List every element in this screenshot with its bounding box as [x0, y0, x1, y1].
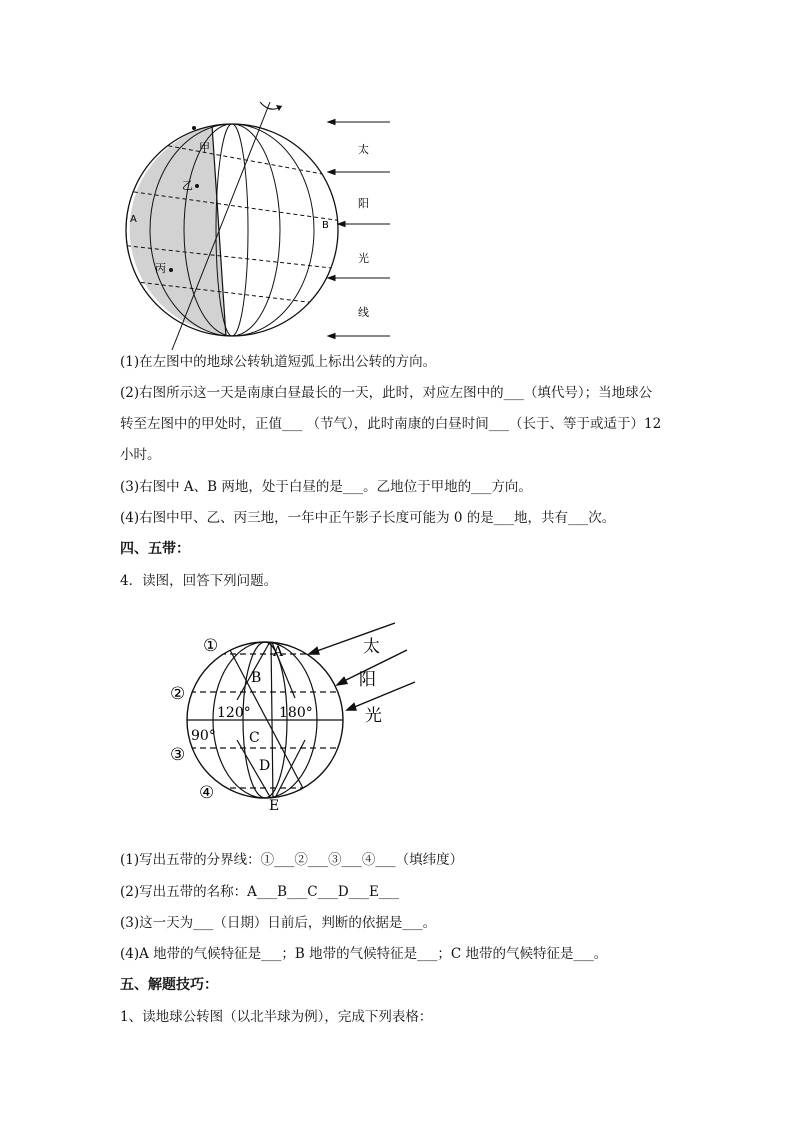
boundary-label-3: ③	[170, 745, 186, 765]
question-intro: 4．读图，回答下列问题。	[120, 573, 278, 589]
sunlight-char: 光	[365, 706, 382, 726]
zone-label-d: D	[259, 758, 271, 774]
sunlight-char: 太	[358, 143, 369, 156]
section-heading: 五、解题技巧：	[120, 977, 218, 993]
zone-label-a: A	[273, 644, 284, 660]
point-jia	[192, 126, 196, 130]
question-line: (2)右图所示这一天是南康白昼最长的一天，此时，对应左图中的___（填代号）；当地球公	[120, 385, 653, 401]
sunlight-arrow	[314, 623, 395, 652]
question-line: (1)写出五带的分界线：①___②___③___④___（填纬度）	[120, 852, 464, 868]
question-line: 小时。	[120, 447, 161, 463]
zone-label-e: E	[269, 798, 280, 814]
longitude-label: 180°	[279, 705, 313, 721]
sunlight-char: 阳	[359, 670, 376, 690]
question-line: 转至左图中的甲处时，正值___ （节气），此时南康的白昼时间___（长于、等于或适于）12	[120, 416, 662, 432]
five-zones-figure	[165, 620, 425, 820]
question-line: (3)这一天为___（日期）日前后，判断的依据是___。	[120, 915, 437, 931]
question-line: (4)右图中甲、乙、丙三地，一年中正午影子长度可能为 0 的是___地，共有___次。	[120, 510, 616, 526]
night-side	[130, 126, 226, 335]
point-bing	[169, 268, 173, 272]
label-bing: 丙	[155, 262, 166, 275]
meridian	[216, 124, 248, 336]
zone-label-c: C	[249, 730, 260, 746]
sunlight-char: 太	[363, 637, 380, 657]
earth-illumination-figure	[110, 92, 410, 354]
label-a: A	[130, 214, 137, 225]
sunlight-char: 光	[358, 252, 369, 265]
zone-label-b: B	[251, 670, 262, 686]
section-heading: 四、五带：	[120, 541, 190, 557]
question-line: (4)A 地带的气候特征是___；B 地带的气候特征是___；C 地带的气候特征是___。	[120, 946, 608, 962]
question-line: (2)写出五带的名称：A___B___C___D___E___	[120, 884, 400, 900]
sunlight-char: 线	[358, 306, 369, 319]
label-yi: 乙	[182, 179, 193, 192]
longitude-label: 90°	[191, 728, 216, 744]
longitude-label: 120°	[217, 705, 251, 721]
label-b: B	[322, 220, 329, 231]
question-line: (1)在左图中的地球公转轨道短弧上标出公转的方向。	[120, 354, 437, 370]
central-meridian	[271, 640, 273, 802]
label-jia: 甲	[199, 141, 210, 154]
boundary-label-4: ④	[199, 783, 215, 803]
sunlight-char: 阳	[358, 197, 369, 210]
boundary-label-1: ①	[203, 636, 219, 656]
point-yi	[195, 184, 199, 188]
boundary-label-2: ②	[170, 684, 186, 704]
question-line: (3)右图中 A、B 两地，处于白昼的是___。乙地位于甲地的___方向。	[120, 479, 532, 495]
question-intro: 1、读地球公转图（以北半球为例），完成下列表格：	[120, 1009, 433, 1025]
